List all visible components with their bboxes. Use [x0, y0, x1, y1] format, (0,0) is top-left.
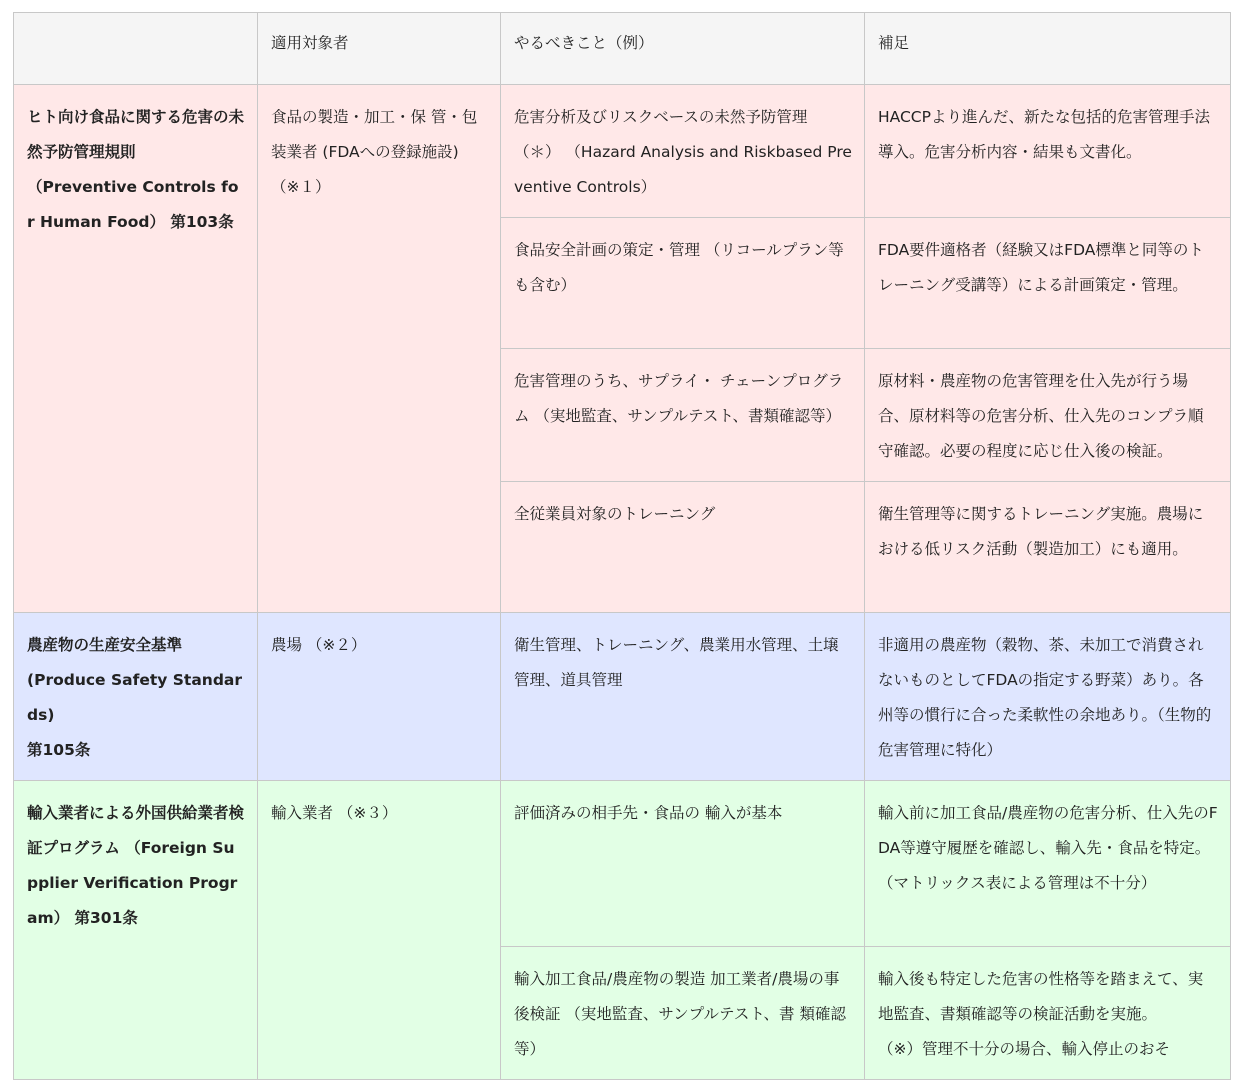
regulation-title-cell	[14, 781, 258, 1080]
note-text: 非適用の農産物（穀物、茶、未加工で消費されないものとしてFDAの指定する野菜）あり。各州等の慣行に合った柔軟性の余地あり。（生物的危害管理に特化）	[878, 636, 1212, 759]
target-cell	[258, 613, 501, 781]
regulation-title: ヒト向け食品に関する危害の未然予防管理規則 （Preventive Controls for Human Food） 第103条	[27, 108, 245, 231]
note-text: 輸入前に加工食品/農産物の危害分析、仕入先のFDA等遵守履歴を確認し、輸入先・食品を特定。（マトリックス表による管理は不十分）	[878, 804, 1218, 892]
todo-text: 食品安全計画の策定・管理 （リコールプラン等も含む）	[514, 241, 844, 294]
todo-text: 全従業員対象のトレーニング	[514, 505, 716, 523]
todo-cell	[501, 85, 865, 218]
todo-cell	[501, 613, 865, 781]
note-cell	[865, 85, 1231, 218]
regulation-title-cell	[14, 85, 258, 613]
note-cell	[865, 349, 1231, 482]
todo-text: 衛生管理、トレーニング、農業用水管理、土壌管理、道具管理	[514, 636, 839, 689]
header-cell-note: 補足	[865, 13, 1231, 85]
regulation-title: 農産物の生産安全基準 (Produce Safety Standards) 第105条	[27, 636, 243, 759]
regulation-title: 輸入業者による外国供給業者検証プログラム （Foreign Supplier Verification Program） 第301条	[27, 804, 245, 927]
table-row	[14, 613, 1231, 781]
table-row	[14, 781, 1231, 947]
note-text: 衛生管理等に関するトレーニング実施。農場における低リスク活動（製造加工）にも適用。	[878, 505, 1204, 558]
note-text: 輸入後も特定した危害の性格等を踏まえて、実地監査、書類確認等の検証活動を実施。 （※）管理不十分の場合、輸入停止のおそ	[878, 970, 1204, 1058]
todo-cell	[501, 781, 865, 947]
todo-cell	[501, 349, 865, 482]
todo-text: 危害分析及びリスクベースの未然予防管理（＊） （Hazard Analysis and Riskbased Preventive Controls）	[514, 108, 852, 196]
note-cell	[865, 781, 1231, 947]
target-cell	[258, 781, 501, 1080]
todo-cell	[501, 482, 865, 613]
todo-text: 評価済みの相手先・食品の 輸入が基本	[514, 804, 783, 822]
note-cell	[865, 218, 1231, 349]
header-row	[14, 13, 1231, 85]
header-cell-todo: やるべきこと（例）	[501, 13, 865, 85]
note-cell	[865, 482, 1231, 613]
note-cell	[865, 613, 1231, 781]
note-text: FDA要件適格者（経験又はFDA標準と同等のトレーニング受講等）による計画策定・管理。	[878, 241, 1204, 294]
header-cell-target: 適用対象者	[258, 13, 501, 85]
todo-cell	[501, 947, 865, 1080]
target-text: 輸入業者 （※３）	[271, 804, 398, 822]
table-row	[14, 85, 1231, 218]
note-text: HACCPより進んだ、新たな包括的危害管理手法導入。危害分析内容・結果も文書化。	[878, 108, 1210, 161]
note-text: 原材料・農産物の危害管理を仕入先が行う場合、原材料等の危害分析、仕入先のコンプラ順守確認。必要の程度に応じ仕入後の検証。	[878, 372, 1204, 460]
note-cell	[865, 947, 1231, 1080]
target-text: 農場 （※２）	[271, 636, 367, 654]
regulation-title-cell	[14, 613, 258, 781]
header-cell-empty	[14, 13, 258, 85]
todo-cell	[501, 218, 865, 349]
regulation-table	[13, 12, 1231, 1080]
target-text: 食品の製造・加工・保 管・包装業者 (FDAへの登録施設) （※１）	[271, 108, 478, 196]
target-cell	[258, 85, 501, 613]
todo-text: 輸入加工食品/農産物の製造 加工業者/農場の事後検証 （実地監査、サンプルテスト、書 類確認 等）	[514, 970, 846, 1058]
todo-text: 危害管理のうち、サプライ・ チェーンプログラム （実地監査、サンプルテスト、書類確認等）	[514, 372, 844, 425]
